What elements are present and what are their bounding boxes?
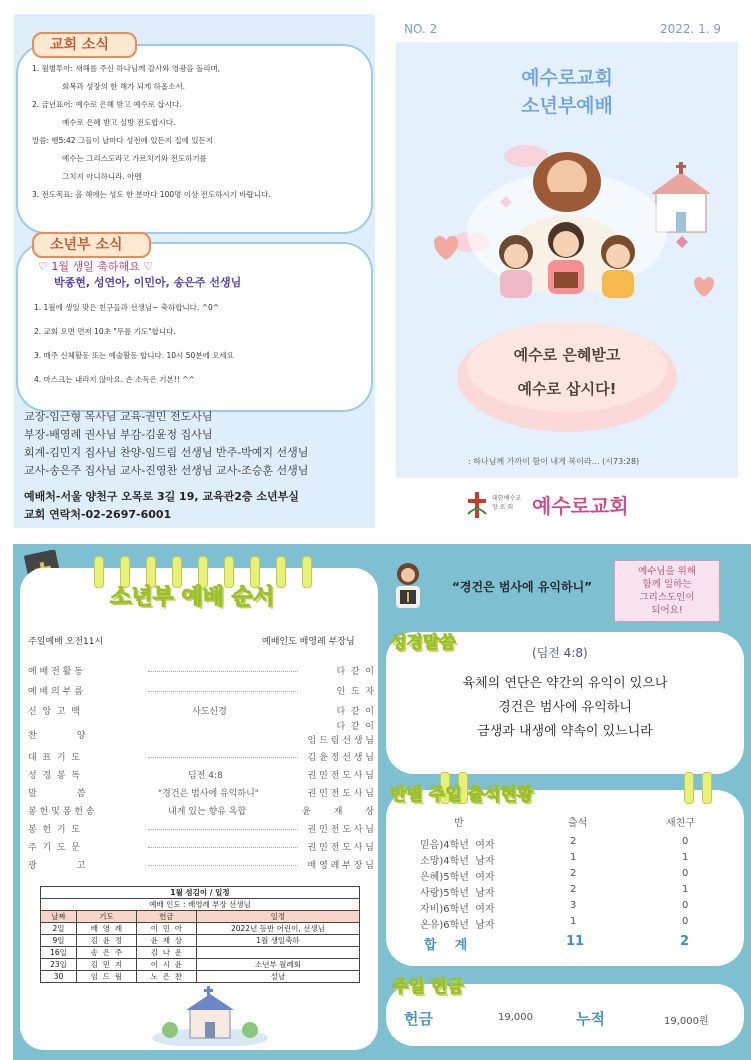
order-title: 소년부 예배 순서	[110, 585, 275, 610]
attendance-total-new: 2	[680, 934, 690, 949]
order-who: 권 민 전 도 사 님	[307, 789, 374, 799]
order-who: 인 도 자	[336, 687, 374, 697]
staff-line: 교사-송은주 집사님 교사-진영찬 선생님 교사-조승훈 선생님	[24, 464, 309, 477]
schedule-row	[41, 947, 360, 959]
attendance-total-label: 합 계	[424, 938, 468, 953]
schedule-cell: 설날	[196, 971, 359, 983]
cover-verse: : 하나님께 가까이 함이 내게 복이라… (시73:28)	[468, 457, 640, 466]
order-row-dots	[148, 671, 298, 672]
staff-line: 부장-배영례 권사님 부감-김윤정 집사님	[24, 428, 213, 441]
schedule-header: 날짜	[41, 911, 77, 923]
youth-news-item: 2. 교회 오면 먼저 10초 "무릎 기도"합니다.	[34, 327, 176, 336]
order-item: 말 씀	[28, 789, 86, 799]
attendance-new: 1	[682, 884, 689, 895]
order-item: 찬 양	[28, 731, 86, 741]
schedule-table-wrap	[40, 886, 360, 983]
attendance-new: 1	[682, 852, 689, 863]
church-logo-denomination: 대한예수교 장 로 회	[492, 495, 521, 511]
attendance-class: 온유)6학년 남자	[420, 920, 495, 931]
offering-cum-amount: 19,000원	[664, 1016, 709, 1027]
attendance-class: 자비)6학년 여자	[420, 904, 495, 915]
attendance-header: 새친구	[666, 818, 695, 829]
schedule-cell: 배 영 례	[76, 923, 136, 935]
schedule-cell: 김 윤 정	[76, 935, 136, 947]
sermon-title: “경건은 범사에 유익하니”	[452, 580, 593, 594]
order-item: 봉 헌 및 봉 헌 송	[28, 807, 95, 817]
church-illustration	[150, 986, 270, 1046]
callout-box	[614, 560, 720, 622]
church-news-line: 말씀: 행5:42 그들이 날마다 성전에 있든지 집에 있든지	[32, 136, 213, 145]
schedule-header: 기도	[76, 911, 136, 923]
jesus-bible-icon	[388, 560, 428, 610]
staff-line: 회계-김민지 집사님 찬양-임드림 선생님 반주-박예지 선생님	[24, 446, 309, 459]
issue-number: NO. 2	[404, 22, 438, 36]
cover-title-line: 예수로교회	[521, 67, 613, 89]
order-item: 성 경 봉 독	[28, 771, 80, 781]
schedule-cell: 1월 생일축하	[196, 935, 359, 947]
youth-news-item: 3. 매주 신체활동 또는 예술활동 합니다. 10시 50분에 오세요	[34, 351, 234, 360]
binder-ring	[94, 556, 104, 588]
order-row-dots	[148, 757, 298, 758]
schedule-row	[41, 959, 360, 971]
slogan-line: 예수로 삽시다!	[517, 380, 617, 398]
order-row	[28, 858, 374, 874]
schedule-cell: 2일	[41, 923, 77, 935]
order-row	[28, 720, 374, 748]
order-who: 김 윤 정 선 생 님	[307, 753, 374, 763]
order-who: 권 민 전 도 사 님	[307, 771, 374, 781]
order-who: 배 영 례 부 장 님	[307, 861, 374, 871]
order-item: 대 표 기 도	[28, 753, 80, 763]
offering-title: 주일 헌금	[392, 977, 464, 997]
attendance-row	[420, 884, 720, 900]
attendance-count: 1	[570, 852, 577, 863]
cover-title-line: 소년부예배	[521, 95, 613, 117]
attendance-header-row	[420, 814, 720, 830]
order-item: 예 배 전 활 동	[28, 667, 83, 677]
attendance-count: 2	[570, 868, 577, 879]
attendance-total-count: 11	[566, 934, 585, 949]
order-who: 다 같 이	[336, 667, 374, 677]
attendance-row	[420, 916, 720, 932]
attendance-total-row	[420, 934, 720, 954]
contact: 교회 연락처-02-2697-6001	[24, 508, 172, 521]
order-row-dots	[148, 865, 298, 866]
attendance-count: 1	[570, 916, 577, 927]
schedule-title: 1월 섬김이 / 일정	[41, 887, 360, 899]
attendance-new: 0	[682, 868, 689, 879]
schedule-cell: 23일	[41, 959, 77, 971]
church-logo	[466, 490, 686, 520]
order-who: 다 같 이	[336, 707, 374, 717]
youth-news-item: 1. 1월에 생일 맞은 친구들과 선생님~ 축하합니다. ^0^	[34, 303, 220, 312]
attendance-class: 사랑)5학년 남자	[420, 888, 495, 899]
schedule-header: 헌금	[136, 911, 196, 923]
verse-ref: (딤전 4:8)	[532, 646, 588, 660]
schedule-cell: 윤 재 상	[136, 935, 196, 947]
offering-amount: 19,000	[498, 1012, 533, 1023]
order-row	[28, 804, 374, 820]
order-header-right: 예배인도 배영례 부장님	[262, 637, 355, 647]
verse-section-title: 성경말씀	[390, 633, 456, 653]
church-news-line: 예수로 은혜 받고 실방 전도합시다.	[62, 118, 176, 127]
attendance-title: 반별 주일 출석현황	[390, 785, 534, 805]
church-news-tag: 교회 소식	[32, 32, 137, 58]
order-row-dots	[148, 847, 298, 848]
binder-ring	[276, 556, 286, 588]
attendance-header: 반	[454, 818, 464, 829]
order-item: 예 배 의 부 름	[28, 687, 83, 697]
order-who: 다 같 이 임 드 림 선 생 님	[307, 722, 374, 746]
church-news-line: 회복과 성장의 한 해가 되게 하옵소서.	[62, 82, 185, 91]
church-news-panel	[14, 14, 375, 528]
binder-ring	[684, 772, 694, 804]
order-row	[28, 786, 374, 802]
schedule-cell	[196, 947, 359, 959]
church-news-line: 그치지 아니하니라. 아멘	[62, 172, 142, 181]
order-item: 봉 헌 기 도	[28, 825, 80, 835]
order-row	[28, 840, 374, 856]
schedule-cell: 임 드 림	[76, 971, 136, 983]
church-logo-name: 예수로교회	[532, 494, 629, 518]
schedule-cell: 9일	[41, 935, 77, 947]
youth-news-tag: 소년부 소식	[32, 232, 151, 258]
attendance-new: 0	[682, 900, 689, 911]
schedule-cell: 송 은 주	[76, 947, 136, 959]
attendance-count: 3	[570, 900, 577, 911]
order-who: 윤 재 상	[302, 807, 374, 817]
schedule-row	[41, 923, 360, 935]
binder-ring	[302, 556, 312, 588]
attendance-new: 0	[682, 836, 689, 847]
issue-date: 2022. 1. 9	[660, 22, 722, 36]
schedule-row	[41, 935, 360, 947]
schedule-cell: 2022년 등반 어린이, 선생님	[196, 923, 359, 935]
cover-slogan	[396, 338, 738, 406]
verse-line: 금생과 내생에 약속이 있느니라	[477, 724, 653, 739]
order-row	[28, 750, 374, 766]
attendance-class: 믿음)4학년 여자	[420, 840, 495, 851]
order-mid: 딤전 4:8	[188, 771, 223, 781]
attendance-row	[420, 868, 720, 884]
order-mid: "경건은 범사에 유익하니"	[158, 789, 259, 799]
schedule-cell: 소년부 월례회	[196, 959, 359, 971]
schedule-subtitle: 예배 인도 : 배영례 부장 선생님	[41, 899, 360, 911]
church-news-line: 2. 금년표어: 예수로 은혜 받고 예수로 삽시다.	[32, 100, 182, 109]
schedule-cell: 김 민 지	[76, 959, 136, 971]
attendance-count: 2	[570, 884, 577, 895]
order-mid: 내게 있는 향유 옥합	[168, 807, 247, 817]
attendance-row	[420, 900, 720, 916]
callout-text: 예수님을 위해 함께 일하는 그리스도인이 되어요!	[637, 566, 697, 616]
attendance-class: 소망)4학년 남자	[420, 856, 495, 867]
order-item: 주 기 도 문	[28, 843, 80, 853]
offering-label: 헌금	[404, 1010, 433, 1028]
staff-line: 교장-임근형 목사님 교육-권민 전도사님	[24, 410, 213, 423]
slogan-line: 예수로 은혜받고	[513, 346, 621, 364]
order-item: 신 앙 고 백	[28, 707, 80, 717]
order-row-dots	[148, 829, 298, 830]
attendance-header: 출석	[568, 818, 588, 829]
attendance-row	[420, 836, 720, 852]
schedule-cell: 이 민 아	[136, 923, 196, 935]
order-item: 광 고	[28, 861, 86, 871]
schedule-row	[41, 971, 360, 983]
order-who: 권 민 전 도 사 님	[307, 825, 374, 835]
church-news-line: 1. 월별투아: 새해를 주신 하나님께 감사와 영광을 돌리며,	[32, 64, 221, 73]
church-news-line: 3. 전도목표: 올 해에는 성도 한 분마다 100명 이상 전도하시기 바랍니다.	[32, 190, 271, 199]
schedule-cell: 16일	[41, 947, 77, 959]
address: 예배처-서울 양천구 오목로 3길 19, 교육관2층 소년부실	[24, 490, 299, 503]
order-row	[28, 704, 374, 720]
attendance-count: 2	[570, 836, 577, 847]
order-header-left: 주일예배 오전11시	[28, 637, 104, 647]
attendance-row	[420, 852, 720, 868]
attendance-class: 은혜)5학년 여자	[420, 872, 495, 883]
order-row	[28, 768, 374, 784]
schedule-header: 일정	[196, 911, 359, 923]
cover-title	[396, 64, 738, 120]
schedule-cell: 이 시 윤	[136, 959, 196, 971]
binder-ring	[702, 772, 712, 804]
church-news-line: 예수는 그리스도라고 가르치기와 전도하기를	[62, 154, 207, 163]
birthday-title: ♡ 1월 생일 축하해요 ♡	[38, 260, 154, 273]
attendance-new: 0	[682, 916, 689, 927]
cross-logo-icon	[466, 492, 488, 518]
schedule-cell: 김 나 운	[136, 947, 196, 959]
youth-news-item: 4. 마스크는 내리지 않아요. 손 소독은 기본!! ^^	[34, 375, 195, 384]
verse-line: 경건은 범사에 유익하니	[498, 700, 632, 715]
verse-text	[386, 672, 744, 744]
order-who: 권 민 전 도 사 님	[307, 843, 374, 853]
birthday-names: 박종현, 성연아, 이민아, 송은주 선생님	[54, 276, 242, 289]
schedule-cell: 노 은 찬	[136, 971, 196, 983]
youth-news-list	[34, 296, 364, 392]
order-row	[28, 664, 374, 680]
order-row	[28, 822, 374, 838]
schedule-cell: 30	[41, 971, 77, 983]
order-row-dots	[148, 691, 298, 692]
church-news-list	[32, 60, 362, 204]
cover-panel	[396, 42, 738, 478]
order-mid: 사도신경	[188, 704, 231, 717]
offering-cum-label: 누적	[576, 1010, 605, 1028]
schedule-table	[40, 886, 360, 983]
order-row	[28, 684, 374, 700]
staff-list	[24, 408, 374, 480]
verse-line: 육체의 연단은 약간의 유익이 있으나	[462, 676, 668, 691]
